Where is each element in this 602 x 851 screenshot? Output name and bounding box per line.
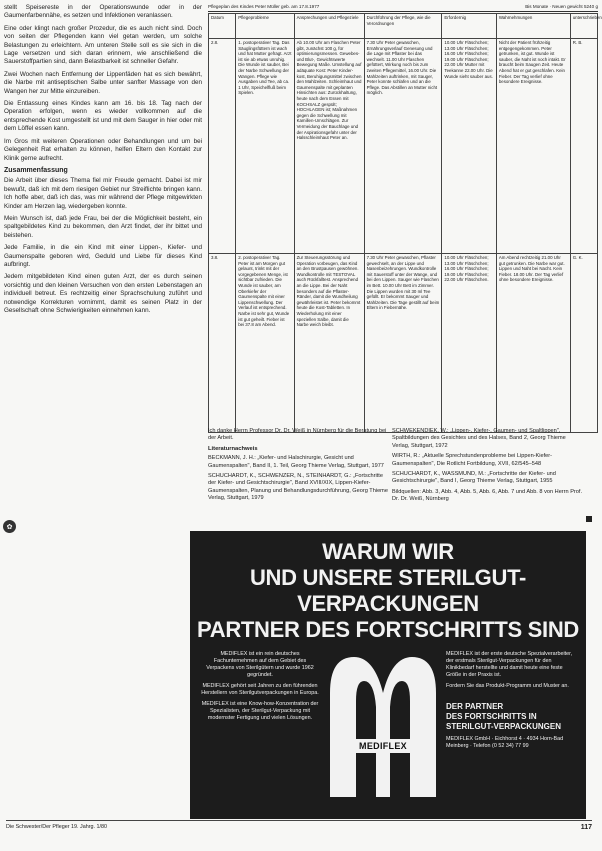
partner-line: DES FORTSCHRITTS IN [446,712,537,721]
table-caption-line [208,4,598,12]
column-header: Ansprechungen und Pflegeziele [294,14,364,39]
literature-entry: SCHUCHARDT, K., SCHWENZER, N., STEINHARDT, G.: „Fortschritte der Kiefer- und Gesichtschirurgie", Band XVIII/XIX, Lippen-Kiefer-Gaumenspalten, Planung und Behandlungsdurchführung, Georg Thieme Verlag, Stuttgart, 1979 [208,473,388,502]
ad-paragraph: MEDIFLEX ist der erste deutsche Spezialverarbeiter, der erstmals Sterilgut-Verpackungen für den Klinikbedarf herstellte und damit heute eine feste Größe in der Praxis ist. [446,651,573,678]
journal-reference: Die Schwester/Der Pfleger 19. Jahrg. 1/80 [6,824,107,830]
publisher-seal-icon: ✿ [3,520,16,533]
paragraph: stellt Speisereste in der Operationswunde oder in der Gaumenfarbennähe, es setzen und Infektionen veranlassen. [4,4,202,20]
cell-goals: Ab 10.00 Uhr am Flaschen Peter gibt, zunächst 100 g, für optimierungsmessen. Gewebes- und Blut-, Gewichtswerte Bewegung Maße. Umstellung auf adäquate Kost: Peter Kinder-kost, Beruhigungsmittel zwischen den Mahlzeiten. Schleimhaut und Gaumenspalte mit geplanten Hinsichten aus: Zurückhaltung, heute nach dem Essen mit KOCHSALZ gespült; HOCHLAGEN ist; Maßnahmen gegen die Schwellung mit Kamillen-Umschlägen. Zur Vermeidung der Bauchlage und der Aspirationsgefahr unter der Halsschleimhaut Peter an. [294,39,364,254]
cell-observation: Am Abend rechtzeitig 21.00 Uhr gut getrunken. Die Narbe war gut. Lippen und Naht bei Nacht. Kein Fieber. 18.00 Uhr. Der Tag verlief ohne besondere Ereignisse. [496,254,570,433]
paragraph: Zwei Wochen nach Entfernung der Lippenfäden hat es sich bewährt, die Narbe mit antiseptischen Salbe unter sanfter Massage von den Wangen her zur Mitte einzureiben. [4,70,202,95]
column-header: Durchführung der Pflege, wie die Verordnungen [364,14,442,39]
cell-date: 3.8. [209,254,236,433]
mediflex-advertisement [190,531,586,819]
article-end-mark-icon [586,516,592,522]
cell-requirement: 10.00 Uhr Fläschchen; 13.00 Uhr Fläschchen; 16.00 Uhr Fläschchen; 19.00 Uhr Fläschchen; 22.00 Uhr Mutter mit Teekanne 22.00 Uhr. Die Wunde sieht sauber aus. [442,39,496,254]
cell-observation: Nicht der Patient frühzeitig entgegengekommen. Peter getrunken, ist gut. Wunde ist sauber, die Naht ist noch intakt. Er braucht beim Saugen Zeit. Heute Abend hat er gut geschlafen. Kein Fieber. Der Tag verlief ohne besondere Ereignisse. [496,39,570,254]
mediflex-logo [324,647,442,803]
ad-headline-line: UND UNSERE STERILGUT-VERPACKUNGEN [249,565,527,616]
ad-address: MEDIFLEX GmbH · Eichhorst 4 · 4934 Horn-Bad Meinberg · Telefon (0 52 34) 77 99 [446,736,564,749]
paragraph: Eine oder klingt nach großer Prozedur, die es auch nicht sind. Doch von seiten der Pflegenden kann viel getan werden, um solche Belastungen zu erleichtern. Am unteren Stelle soll es sie sich in die Lage versetzen und sich daran erinnern, wie anschließend die Sauerstoffpartien sind, dann Belastbarkeit ist schneller Gefahr. [4,24,202,66]
table-caption-right: Bis Monate · Neuen gewicht 5240 g [525,4,598,9]
partner-line: STERILGUT-VERPACKUNGEN [446,722,561,731]
cell-signature: R. B. [570,39,597,254]
ad-headline-line: PARTNER DES FORTSCHRITTS SIND [196,617,579,642]
partner-line: DER PARTNER [446,702,504,711]
paragraph: Die Entlassung eines Kindes kann am 16. bis 18. Tag nach der Operation erfolgen, wenn es wieder vollkommen auf die entsprechende Kost umgestellt ist und mit dem Sauger in hier oder mit dem Löffel essen kann. [4,100,202,133]
care-table [208,13,602,433]
literature-entry: SCHUCHARDT, K., WASSMUND, M.: „Fortschritte der Kiefer- und Gesichtschirurgie", Band I, Georg Thieme Verlag, Stuttgart, 1955 [392,471,556,485]
cell-requirement: 10.00 Uhr Fläschchen; 13.00 Uhr Fläschchen; 16.00 Uhr Fläschchen; 19.00 Uhr Fläschchen; 22.00 Uhr Fläschchen. [442,254,496,433]
table-caption: Pflegeplan des Kindes Peter Müller geb. am 17.8.1977 [208,4,320,9]
cell-action: 7.30 Uhr Peter gewaschen, Pflaster gewechselt, an der Lippe und Nasenbeizehrungen. Wundkontrolle mit Sauerstoff unter der Wange, und bei den Lippen. Sauger wie Flaschen im Bett. 10.00 Uhr Bett im Zimmer. Die Lippen wurden mit 30 ml Tee gefüllt. Er bekommt Sauger und Mahlzeiten. Die Tage gestillt auf beim Eltern in Fiebernähe. [364,254,442,433]
logo-text: MEDIFLEX [354,739,412,753]
ad-paragraph: Fordern Sie das Produkt-Programm und Muster an. [446,683,569,689]
cell-signature: G. K. [570,254,597,433]
literature-heading: Literaturnachweis [208,445,258,452]
left-column-text [4,4,202,424]
ad-paragraph: MEDIFLEX ist ein rein deutsches Fachunternehmen auf dem Gebiet des Verpackens von Sterilgütern und wurde 1962 gegründet. [206,651,314,678]
page-number: 117 [580,824,592,831]
column-header: Datum [209,14,236,39]
paragraph: Im Gros mit weiteren Operationen oder Behandlungen und um bei Gelegenheit Rat erhalten zu können, helfen Eltern den Kontakt zur Klinik gerne aufrecht. [4,137,202,162]
page-footer [6,820,592,831]
summary-paragraph: Mein Wunsch ist, daß jede Frau, bei der die Möglichkeit besteht, ein spaltgebildetes Kind zu bekommen, den Arzt findet, der ihr bittet und beistehen. [4,214,202,239]
column-header: Wahrnehmungen [496,14,570,39]
ad-headline-line: WARUM WIR [322,539,454,564]
ad-paragraph: MEDIFLEX gehört seit Jahren zu den führenden Herstellern von Sterilgutverpackungen in Europa. [201,683,319,696]
literature-entry: Bildquellen: Abb. 3, Abb. 4, Abb. 5, Abb. 6, Abb. 7 und Abb. 8 von Herrn Prof. Dr. Dr. Weiß, Nürnberg [392,488,583,503]
ad-right-text [446,651,576,750]
column-header: Pflegeprobleme [236,14,294,39]
summary-paragraph: Die Arbeit über dieses Thema fiel mir Freude gemacht. Dabei ist mir bewußt, daß ich mit dem riesigen Gebiet nur Streiflichte bringen kann. Ich hoffe aber, daß ich das, was mir während der Pflege mitgewirkten Kinder am Herzen lag, wiedergeben konnte. [4,177,202,210]
cell-date: 2.8. [209,39,236,254]
literature-entry: WIRTH, R.: „Aktuelle Sprechstundenprobleme bei Lippen-Kiefer-Gaumenspalten", Die Rotlicht Fortbildung, XVII, 62/545–548 [392,453,553,467]
column-header: Erfordernig [442,14,496,39]
literature-continued [392,428,582,507]
table-row [209,254,598,433]
literature-entry: SCHWEKENDIEK, W.: „Lippen-, Kiefer-, Gaumen- und Spaltlippen", Spaltbildungen des Gesichtes und des Halses, Band 2, Georg Thieme Verlag, Stuttgart, 1972 [392,428,566,449]
care-plan-table [208,4,602,424]
literature-entry: BECKMANN, J. H.: „Kiefer- und Halschirurgie, Gesicht und Gaumenspalten", Band II, 1. Teil, Georg Thieme Verlag, Stuttgart, 1977 [208,455,384,469]
ad-paragraph: MEDIFLEX ist eine Know-how-Konzentration der Spezialisten, der Sterilgut-Verpackung mit modernster Fertigung und vielen Lösungen. [201,701,319,721]
summary-paragraph: Jedem mitgebildeten Kind einen guten Arzt, der es durch seinen vorsichtig und den kleinen Versuchen von den ersten Lebenstagen an individuell betreut. Es rechtzeitig einer Sprachschulung zuführt und notwendige Korrekturen vornimmt, damit es seinen Platz in der Gesellschaft ohne Schwierigkeiten einnehmen kann. [4,273,202,314]
summary-heading: Zusammenfassung [4,166,68,174]
acknowledgement-and-literature [208,428,388,506]
column-header: unterschrieben [570,14,597,39]
ad-headline [190,539,586,643]
table-header-row [209,14,598,39]
cell-goals: Zur Steuerungsstörung und Operation vorbeugen, das Kind an den Brustpausen gewöhnen. Wundkontrolle mit TESTOVAL auch Rückfalltest. Ansprechend an die Lippe. Bei der Naht besonders auf die Pflaster-Ränder, damit die Wundheilung gewährleistet ist. Peter bekommt heute die Kost-Tabletten. In Wiederholung mit einer speziellen Salbe, damit die Narbe weich bleibt. [294,254,364,433]
acknowledgement: Ich danke Herrn Professor Dr. Dr. Weiß in Nürnberg für die Beratung bei der Arbeit. [208,428,387,442]
cell-problem: 1. postoperativer Tag. Das Säuglingsfüttern ist wach und hat Mutter gefragt. Arzt ist sie ab etwas unruhig. Die Wunde ist sauber, Bei der Narbe Schwellung der Wangen. Pflege wie Ausgaben und Tee, ab ca. 1 Uhr, Speichelfluß beim Spielen. [236,39,294,254]
summary-paragraph: Jede Familie, in die ein Kind mit einer Lippen-, Kiefer- und Gaumenspalte geboren wird, Geduld und Liebe für dieses Kind aufbringt. [4,244,202,268]
table-row [209,39,598,254]
mediflex-m-icon [324,647,442,803]
cell-problem: 2. postoperativer Tag. Peter ist am Morgen gut gelaunt, trinkt mit der vorgegebenen Menge, ist sichtbar zufrieden. Die Wunde ist sauber, am Oberkiefer der Gaumenspalte mit einer Lippenschwellung. Der Verlauf ist entsprechend. Narbe ist sehr gut, Wunde ist gut geheilt. Fieber ist bei 37.8 am Abend. [236,254,294,433]
cell-action: 7.30 Uhr Peter gewaschen, Ernährungsverlauf Genesung und die Lage mit Pflaster bei das wechselt. 11.00 Uhr Flaschen gefüttert, Wirkung noch bis zum zweiten Pflegemittel, 16.00 Uhr. Die Mahlzeiten auftrinken, mit Sauger, Peter konnte schlafen und an die Pflege. Das Abstillen an Mutter nicht möglich. [364,39,442,254]
ad-partner-slogan [446,702,576,732]
ad-left-text [200,651,320,726]
